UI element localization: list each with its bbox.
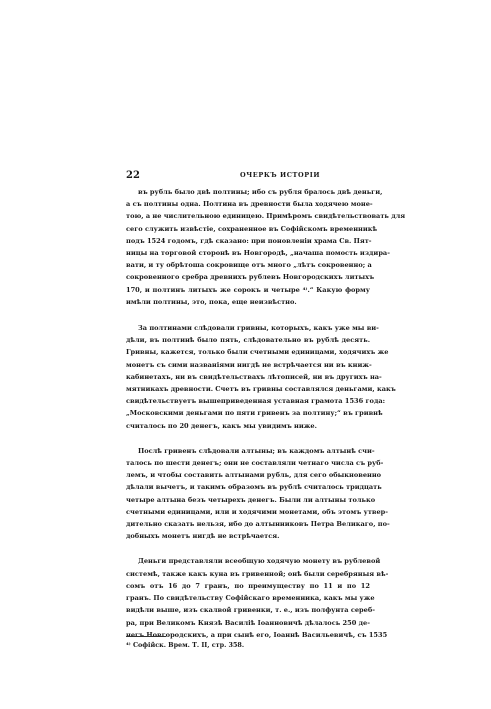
text-line: сего служить извѣстіе, сохраненное въ Софійскомъ временникѣ xyxy=(126,224,378,233)
text-line: Послѣ гривенъ слѣдовали алтыны; въ каждомъ алтынѣ счи- xyxy=(138,446,375,455)
text-line: 170, и полтинъ литыхъ же сорокъ и четыре ⁴⁾.“ Какую форму xyxy=(126,285,370,294)
text-line: сомъ отъ 16 до 7 гранъ, по преимуществу по 11 и по 12 xyxy=(126,581,370,590)
text-line: имѣли полтины, это, пока, еще неизвѣстно. xyxy=(126,297,297,306)
text-line: „Московскими деньгами по пяти гривенъ за полтину;“ въ гривнѣ xyxy=(126,409,383,418)
text-line: монетъ съ сими названіями нигдѣ не встрѣчается ни въ книж- xyxy=(126,360,372,369)
page-number: 22 xyxy=(126,170,140,181)
footnote-marker: ⁴⁾ xyxy=(126,641,131,649)
paragraph xyxy=(126,555,389,640)
text-line: гранъ. По свидѣтельству Софійскаго временника, какъ мы уже xyxy=(126,594,375,603)
paragraph xyxy=(126,445,390,543)
text-line: а съ полтины одна. Полтина въ древности была ходячею моне- xyxy=(126,200,373,209)
running-title: ОЧЕРКЪ ИСТОРІИ xyxy=(240,171,321,179)
text-line: системѣ, также какъ куна въ гривенной; онѣ были серебряныя вѣ- xyxy=(126,569,389,578)
text-line: мятникахъ древности. Счетъ въ гривны составлялся деньгами, какъ xyxy=(126,385,396,394)
text-line: кабинетахъ, ни въ свидѣтельствахъ лѣтописей, ни въ другихъ на- xyxy=(126,372,382,381)
text-line: дѣли, въ полтинѣ было пять, слѣдовательно въ рублѣ десять. xyxy=(126,336,370,345)
text-line: Деньги представляли всеобщую ходячую монету въ рублевой xyxy=(138,557,381,566)
text-line: дѣлали вычетъ, и такимъ образомъ въ рублѣ считалось тридцать xyxy=(126,483,382,492)
footnote-rule xyxy=(126,636,166,637)
text-line: ра, при Великомъ Князѣ Василіѣ Іоанновичѣ дѣлалось 250 де- xyxy=(126,618,370,627)
text-line: въ рубль было двѣ полтины; ибо съ рубля бралось двѣ деньги, xyxy=(138,188,383,196)
text-line: четыре алтына безъ четырехъ денегъ. Были ли алтыны только xyxy=(126,495,376,504)
page-header xyxy=(126,170,370,184)
text-line: негъ Новгородскихъ, а при сынѣ его, Іоаннѣ Васильевичѣ, съ 1535 xyxy=(126,630,388,639)
text-line: видѣли выше, изъ скалвой гривенки, т. е., изъ полфунта сереб- xyxy=(126,606,375,615)
text-line: лемъ, и чтобы составить алтынами рубль, для сего обыкновенно xyxy=(126,471,382,480)
text-line: За полтинами слѣдовали гривны, которыхъ, какъ уже мы ви- xyxy=(138,324,379,333)
footnote-text: Софійск. Врем. Т. II, стр. 358. xyxy=(132,641,245,649)
text-line: тою, а не числительною единицею. Примѣромъ свидѣтельствовать для xyxy=(126,212,406,221)
body-text xyxy=(126,186,406,641)
text-line: подъ 1524 годомъ, гдѣ сказано: при поновленіи храма Св. Пят- xyxy=(126,236,372,245)
text-line: сокровенного сребра древнихъ рублевъ Новгородскихъ литыхъ xyxy=(126,273,375,282)
text-line: счетными единицами, или и ходячими монетами, объ этомъ утвер- xyxy=(126,507,389,516)
paragraph xyxy=(126,322,396,432)
text-line: считалось по 20 денегъ, какъ мы увидимъ ниже. xyxy=(126,421,317,430)
text-line: дительно сказать нельзя, ибо до алтынниковъ Петра Великаго, по- xyxy=(126,520,390,529)
text-line: свидѣтельствуетъ вышеприведенная уставная грамота 1536 года: xyxy=(126,397,386,406)
footnote xyxy=(126,641,370,649)
paragraph xyxy=(126,186,406,308)
text-line: добныхъ монетъ нигдѣ не встрѣчается. xyxy=(126,532,280,541)
text-line: талось по шести денегъ; они не составляли четнаго числа съ руб- xyxy=(126,459,384,468)
text-line: ницы на торговой сторонѣ въ Новгородѣ, „начаша помость издира- xyxy=(126,249,390,258)
text-line: вати, и ту обрѣтоша сокровище отъ много „лѣтъ сокровенно; а xyxy=(126,261,372,270)
text-line: Гривны, кажется, только были счетными единицами, ходячихъ же xyxy=(126,348,389,357)
